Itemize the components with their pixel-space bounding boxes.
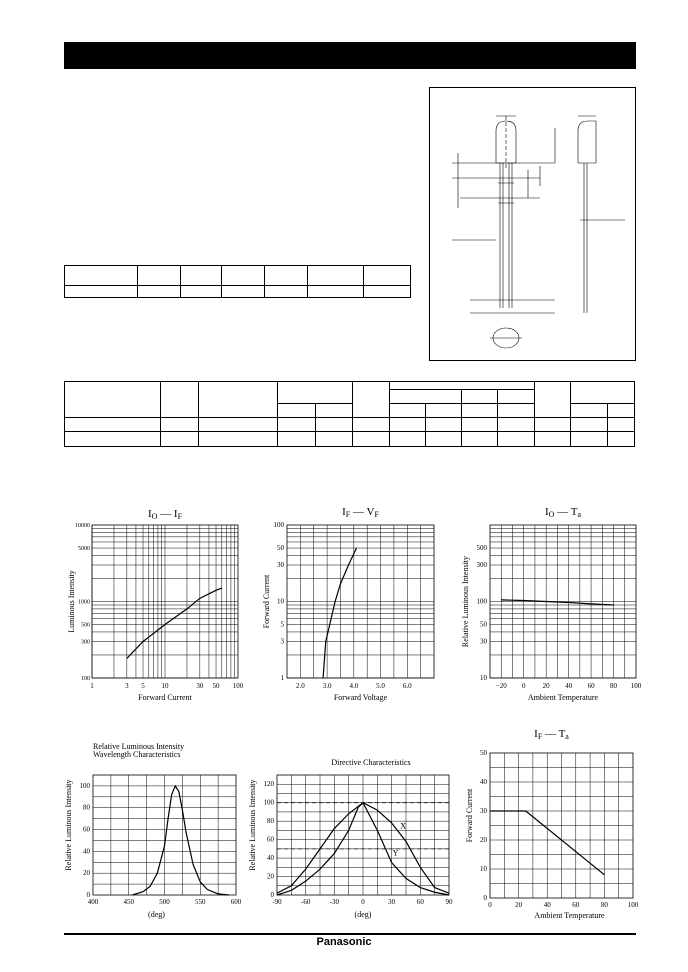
footer-rule: [64, 933, 636, 935]
x-tick-label: 30: [388, 898, 396, 906]
x-tick-label: −20: [495, 682, 507, 690]
x-tick-label: 5.0: [376, 682, 385, 690]
x-tick-label: 10: [161, 682, 169, 690]
x-tick-label: 60: [587, 682, 595, 690]
x-tick-label: 20: [542, 682, 550, 690]
y-axis-label: Forward Current: [465, 788, 474, 843]
characteristics-table: [64, 381, 635, 447]
y-tick-label: 1000: [78, 599, 90, 606]
y-tick-label: 80: [267, 817, 274, 826]
x-axis-label: (deg): [354, 910, 372, 919]
x-tick-label: 20: [515, 901, 523, 909]
y-axis-label: Relative Luminous Intensity: [461, 555, 470, 648]
x-tick-label: 0: [488, 901, 492, 909]
led-outline-drawing: [430, 88, 635, 360]
y-tick-label: 0: [483, 894, 487, 902]
x-axis-label: (deg): [148, 910, 165, 919]
y-axis-label: Relative Luminous Intensity: [248, 779, 257, 871]
chart-title: IO — Ta: [544, 506, 582, 519]
x-tick-label: 40: [565, 682, 573, 690]
x-tick-label: 30: [196, 682, 204, 690]
x-tick-label: 60: [416, 898, 424, 906]
y-tick-label: 30: [480, 807, 487, 815]
x-tick-label: 0: [361, 898, 365, 906]
y-tick-label: 50: [480, 749, 487, 757]
x-tick-label: 400: [87, 898, 99, 906]
x-tick-label: 90: [445, 898, 453, 906]
y-axis-label: Forward Current: [262, 574, 271, 629]
y-tick-label: 300: [81, 639, 90, 646]
y-tick-label: 5: [280, 620, 284, 629]
chart-title: Directive Characteristics: [331, 758, 411, 767]
y-tick-label: 0: [86, 891, 90, 899]
x-tick-label: 80: [610, 682, 618, 690]
brand-logo: Panasonic: [316, 936, 372, 948]
y-tick-label: 5000: [78, 546, 90, 553]
chart-title-line1: Relative Luminous Intensity: [93, 742, 185, 751]
x-tick-label: 100: [630, 682, 642, 690]
chart-title: IO — IF: [147, 508, 183, 521]
x-axis-label: Ambient Temperature: [534, 911, 605, 920]
y-tick-label: 100: [81, 676, 90, 682]
x-tick-label: -90: [272, 898, 282, 906]
x-tick-label: 80: [600, 901, 608, 909]
outline-drawing-frame: [429, 87, 636, 361]
y-tick-label: 3: [280, 637, 284, 646]
series-label-x: X: [400, 821, 407, 831]
y-tick-label: 500: [476, 544, 487, 553]
y-tick-label: 40: [267, 854, 274, 863]
x-tick-label: 100: [232, 682, 244, 690]
x-tick-label: 450: [123, 898, 134, 906]
title-bar: [64, 42, 636, 69]
series-label-y: Y: [392, 848, 399, 858]
y-tick-label: 30: [277, 561, 284, 570]
x-tick-label: 4.0: [349, 682, 359, 690]
y-tick-label: 20: [83, 869, 90, 878]
chart-title-line2: Wavelength Characteristics: [93, 750, 181, 759]
x-tick-label: 3: [125, 682, 129, 690]
y-tick-label: 50: [480, 620, 487, 629]
chart-title: IF — Ta: [534, 728, 569, 741]
y-tick-label: 100: [79, 781, 90, 790]
x-tick-label: 1: [90, 682, 94, 690]
x-axis-label: Ambient Temperature: [527, 693, 599, 702]
y-tick-label: 10000: [75, 523, 90, 529]
x-tick-label: 50: [212, 682, 220, 690]
x-tick-label: 500: [159, 898, 170, 906]
y-tick-label: 100: [476, 597, 487, 606]
x-tick-label: -30: [329, 898, 340, 906]
data-line: [127, 588, 222, 658]
x-tick-label: 600: [230, 898, 242, 906]
x-tick-label: 0: [521, 682, 526, 690]
y-tick-label: 80: [83, 803, 90, 812]
y-tick-label: 100: [263, 798, 274, 807]
x-axis-label: Forward Voltage: [333, 693, 388, 702]
x-tick-label: 3.0: [322, 682, 332, 690]
y-tick-label: 120: [263, 780, 274, 789]
y-tick-label: 1: [280, 674, 284, 682]
x-tick-label: 2.0: [295, 682, 305, 690]
y-tick-label: 300: [476, 561, 487, 570]
x-tick-label: -60: [300, 898, 311, 906]
y-tick-label: 60: [83, 825, 90, 834]
x-tick-label: 60: [572, 901, 580, 909]
y-tick-label: 40: [480, 778, 487, 786]
y-tick-label: 100: [273, 521, 284, 529]
y-tick-label: 10: [480, 674, 487, 682]
chart-title: IF — VF: [342, 506, 379, 519]
y-axis-label: Luminous Intensity: [67, 570, 76, 633]
y-tick-label: 20: [480, 836, 487, 844]
y-axis-label: Relative Luminous Intensity: [64, 779, 73, 871]
y-tick-label: 500: [81, 622, 90, 629]
y-tick-label: 10: [277, 597, 284, 606]
y-tick-label: 20: [267, 872, 274, 881]
x-tick-label: 40: [543, 901, 551, 909]
charts-layer: [0, 495, 688, 925]
data-line: [323, 548, 356, 678]
y-tick-label: 10: [480, 865, 487, 873]
y-tick-label: 0: [270, 891, 274, 899]
x-axis-label: Forward Current: [138, 693, 192, 702]
x-tick-label: 6.0: [402, 682, 412, 690]
ratings-table: [64, 265, 411, 298]
y-tick-label: 30: [480, 637, 487, 646]
x-tick-label: 5: [141, 682, 145, 690]
x-tick-label: 550: [195, 898, 206, 906]
y-tick-label: 60: [267, 835, 274, 844]
x-tick-label: 100: [627, 901, 639, 909]
y-tick-label: 50: [277, 544, 284, 553]
y-tick-label: 40: [83, 847, 90, 856]
